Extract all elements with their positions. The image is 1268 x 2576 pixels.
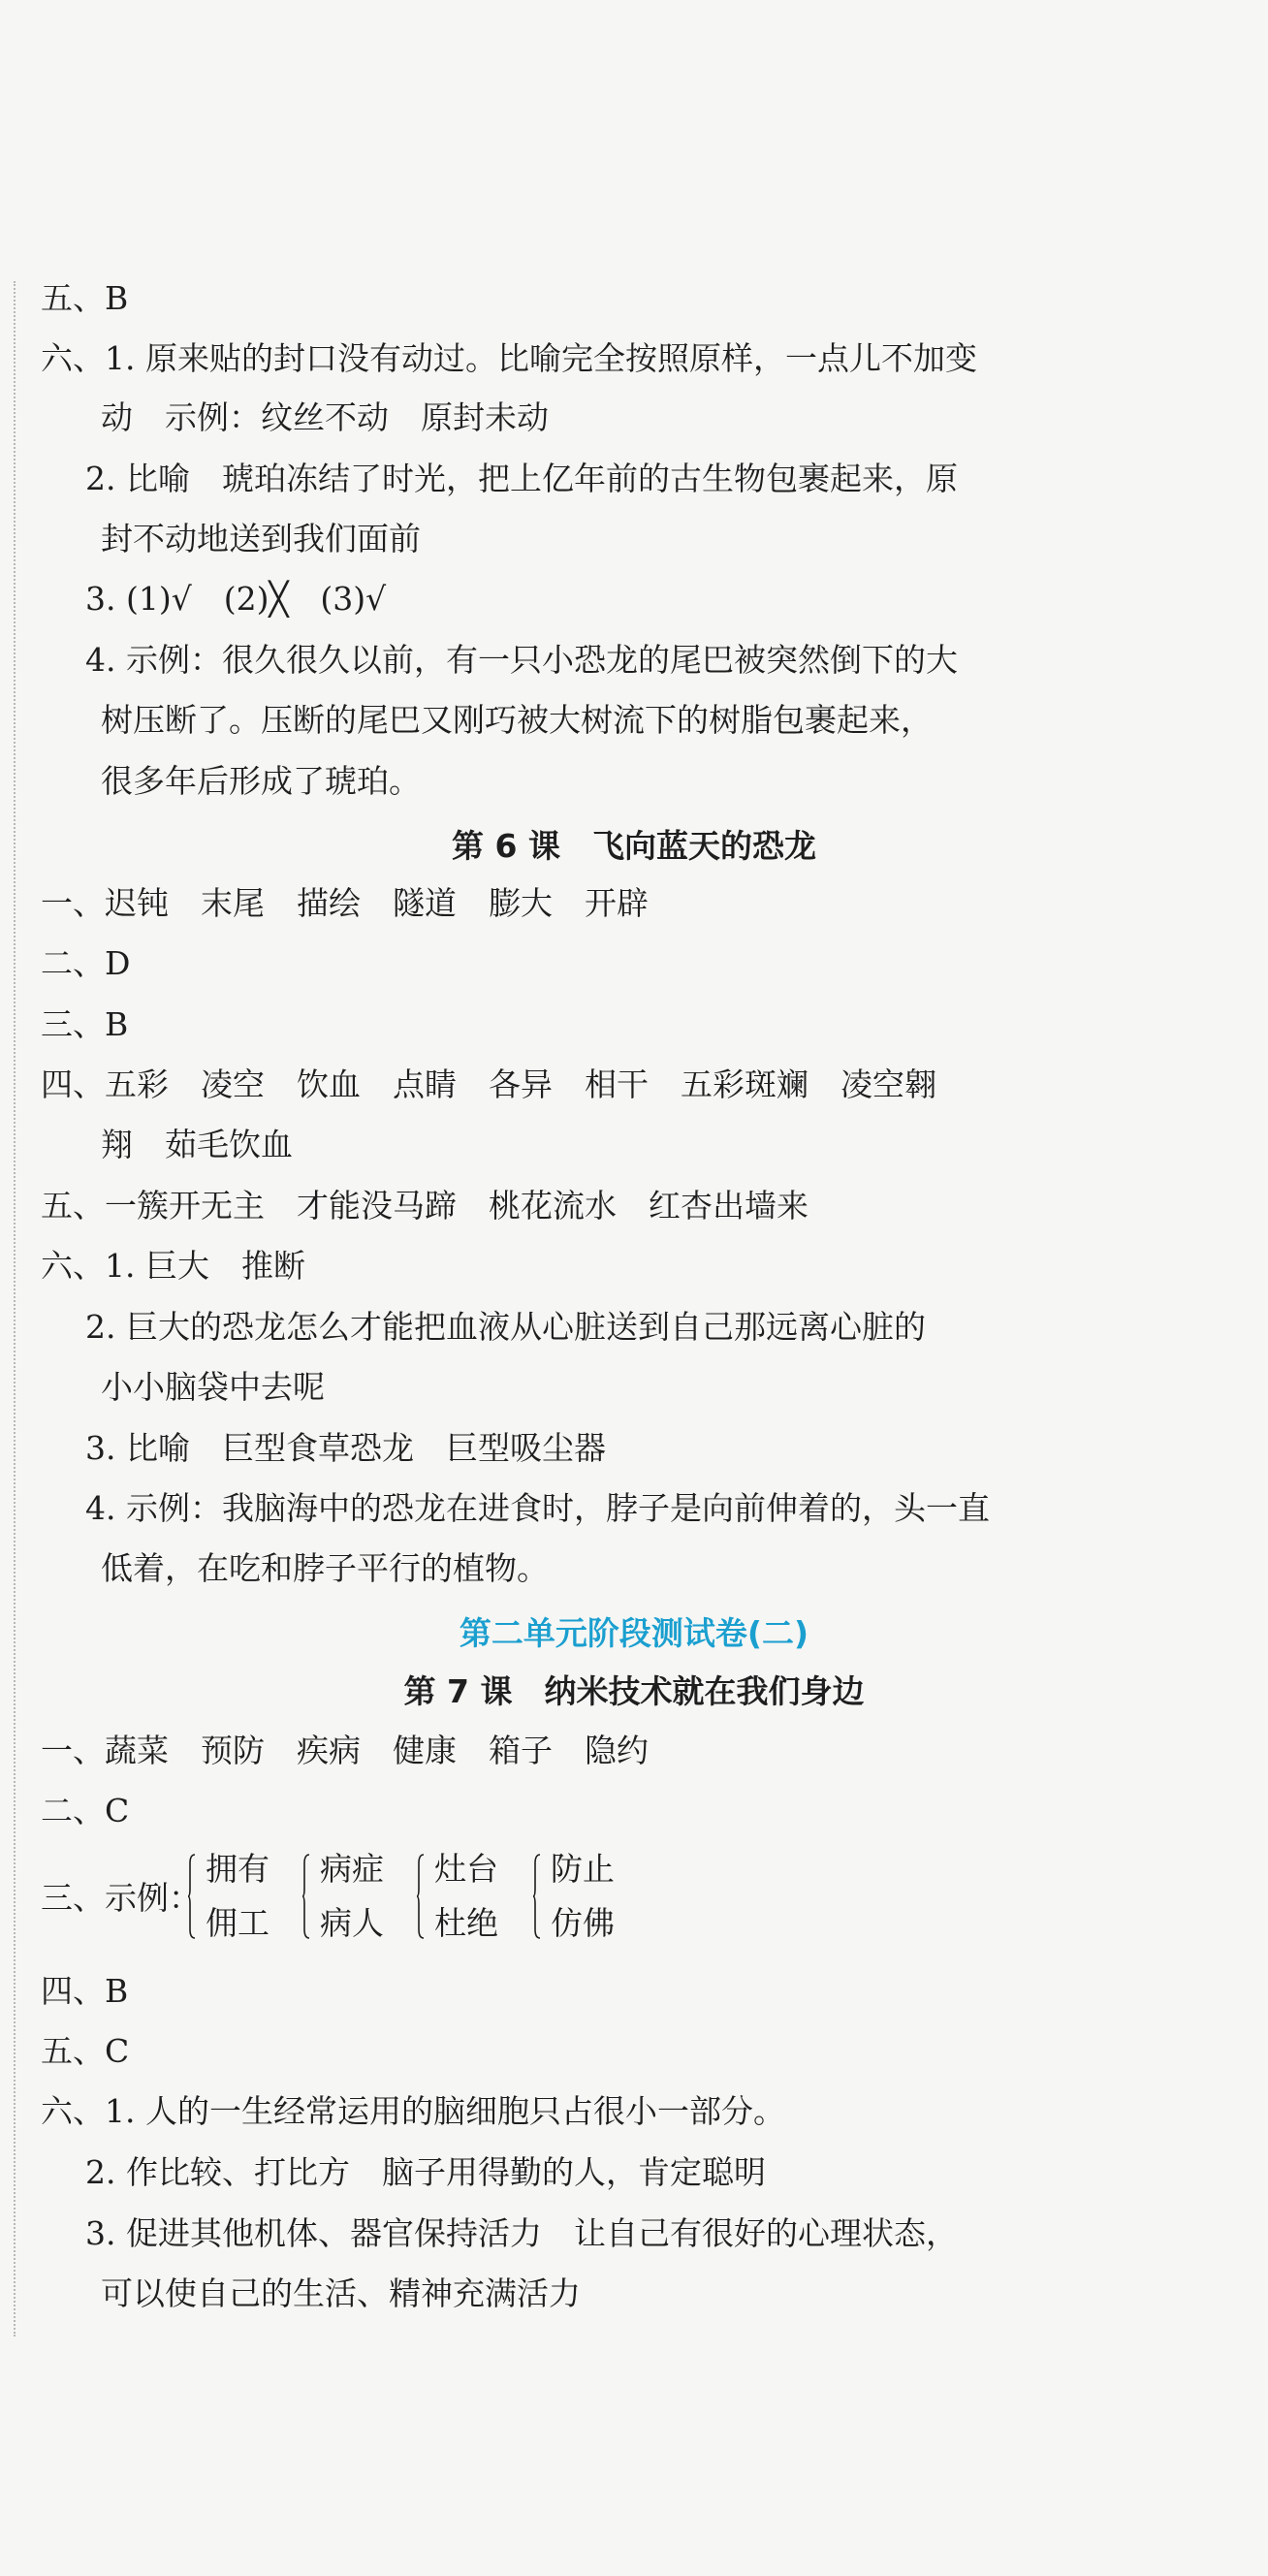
lesson6-title: 第 6 课 飞向蓝天的恐龙 xyxy=(452,827,816,865)
l7-q6-3-line1: 3. 促进其他机体、器官保持活力 让自己有很好的心理状态， xyxy=(85,2214,958,2252)
l6-q6-3: 3. 比喻 巨型食草恐龙 巨型吸尘器 xyxy=(85,1429,606,1467)
l6-q4-line1: 四、五彩 凌空 饮血 点睛 各异 相干 五彩斑斓 凌空翱 xyxy=(41,1065,936,1103)
margin-dotted-line xyxy=(14,281,16,2337)
l7-q5: 五、C xyxy=(41,2032,130,2070)
l5-q6-4-line3: 很多年后形成了琥珀。 xyxy=(101,762,421,800)
l7-q6-2: 2. 作比较、打比方 脑子用得勤的人，肯定聪明 xyxy=(85,2153,766,2191)
l7-q3-g1-word1: 拥有 xyxy=(206,1850,269,1888)
l5-q6-2-line1: 2. 比喻 琥珀冻结了时光，把上亿年前的古生物包裹起来，原 xyxy=(85,460,958,497)
l7-q6-1: 六、1. 人的一生经常运用的脑细胞只占很小一部分。 xyxy=(41,2092,785,2130)
l7-q3-g4-word2: 仿佛 xyxy=(551,1904,615,1942)
brace-icon xyxy=(417,1854,425,1939)
l6-q1: 一、迟钝 末尾 描绘 隧道 膨大 开辟 xyxy=(41,884,649,922)
l6-q5: 五、一簇开无主 才能没马蹄 桃花流水 红杏出墙来 xyxy=(41,1187,808,1224)
l5-q6-1-line2: 动 示例：纹丝不动 原封未动 xyxy=(101,398,549,436)
l5-q5: 五、B xyxy=(41,279,129,317)
l6-q2: 二、D xyxy=(41,944,131,982)
l7-q3-lead: 三、示例： xyxy=(41,1879,201,1917)
l7-q3-g4-word1: 防止 xyxy=(551,1850,615,1888)
l7-q3-g1-word2: 佣工 xyxy=(206,1904,269,1942)
l6-q4-line2: 翔 茹毛饮血 xyxy=(101,1126,293,1163)
lesson7-title: 第 7 课 纳米技术就在我们身边 xyxy=(403,1672,865,1710)
l6-q6-4-line2: 低着，在吃和脖子平行的植物。 xyxy=(101,1549,549,1587)
l7-q2: 二、C xyxy=(41,1792,130,1829)
unit2-test-title: 第二单元阶段测试卷(二) xyxy=(459,1614,809,1652)
l5-q6-4-line2: 树压断了。压断的尾巴又刚巧被大树流下的树脂包裹起来， xyxy=(101,701,933,739)
l6-q6-4-line1: 4. 示例：我脑海中的恐龙在进食时，脖子是向前伸着的，头一直 xyxy=(85,1489,990,1527)
l7-q3-g2-word2: 病人 xyxy=(320,1904,384,1942)
l5-q6-1-line1: 六、1. 原来贴的封口没有动过。比喻完全按照原样，一点儿不加变 xyxy=(41,339,977,377)
l5-q6-4-line1: 4. 示例：很久很久以前，有一只小恐龙的尾巴被突然倒下的大 xyxy=(85,641,958,679)
l7-q4: 四、B xyxy=(41,1972,129,2010)
l6-q3: 三、B xyxy=(41,1005,129,1043)
l5-q6-3: 3. (1)√ (2)╳ (3)√ xyxy=(85,580,387,618)
l5-q6-2-line2: 封不动地送到我们面前 xyxy=(101,520,421,557)
l6-q6-1: 六、1. 巨大 推断 xyxy=(41,1247,305,1285)
brace-icon xyxy=(302,1854,310,1939)
brace-icon xyxy=(188,1854,196,1939)
l7-q3-g2-word1: 病症 xyxy=(320,1850,384,1888)
l6-q6-2-line2: 小小脑袋中去呢 xyxy=(101,1368,325,1406)
l7-q1: 一、蔬菜 预防 疾病 健康 箱子 隐约 xyxy=(41,1732,649,1769)
l7-q6-3-line2: 可以使自己的生活、精神充满活力 xyxy=(101,2274,581,2312)
l6-q6-2-line1: 2. 巨大的恐龙怎么才能把血液从心脏送到自己那远离心脏的 xyxy=(85,1308,926,1346)
l7-q3-g3-word1: 灶台 xyxy=(434,1850,498,1888)
brace-icon xyxy=(533,1854,541,1939)
l7-q3-g3-word2: 杜绝 xyxy=(434,1904,498,1942)
